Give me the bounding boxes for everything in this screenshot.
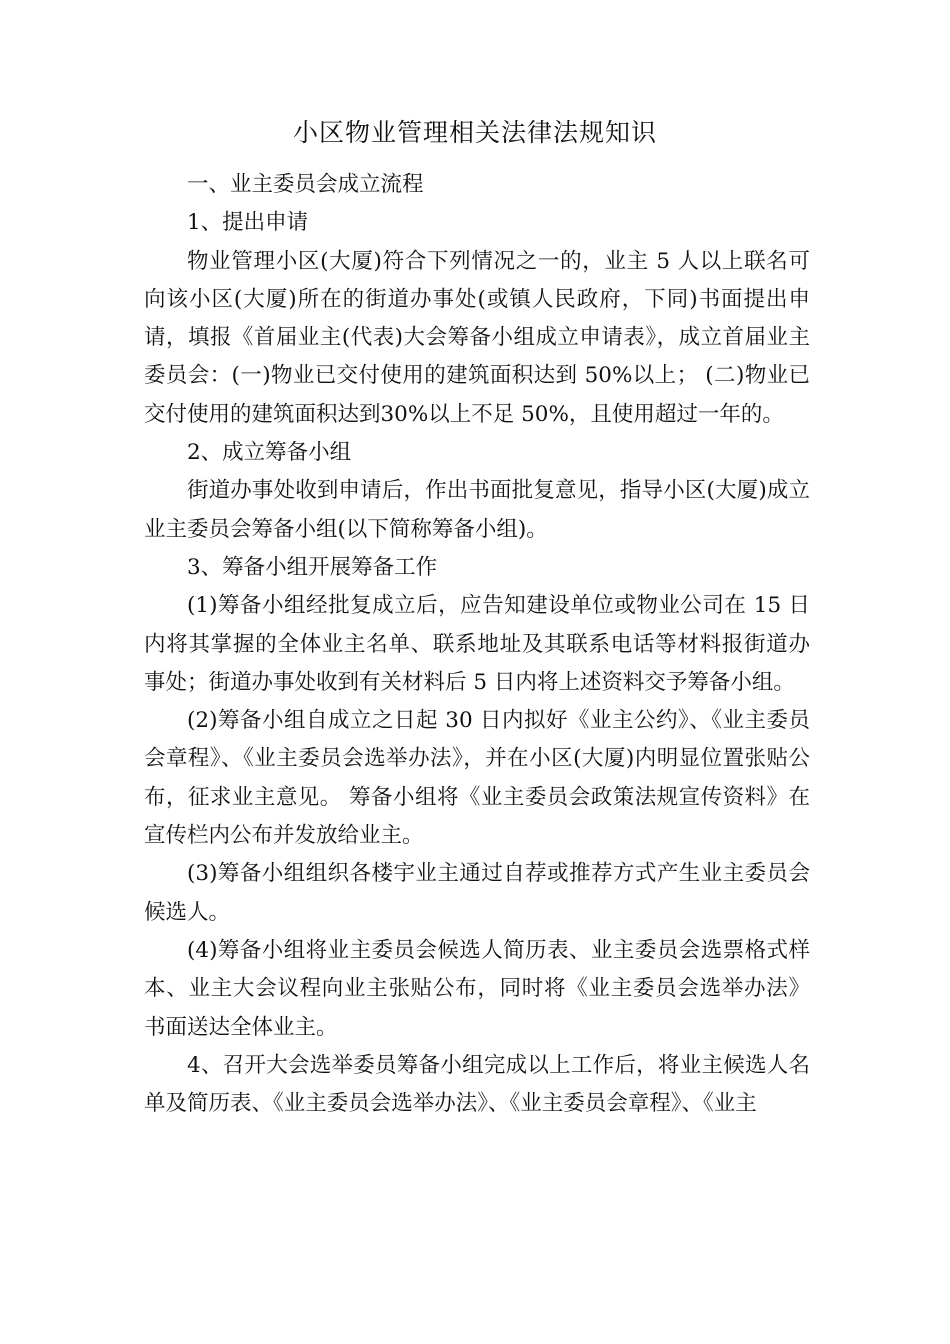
document-title: 小区物业管理相关法律法规知识 — [292, 118, 657, 147]
paragraph-preparatory-group: 街道办事处收到申请后，作出书面批复意见，指导小区(大厦)成立业主委员会筹备小组(以下简称筹备小组)。 — [144, 478, 810, 542]
paragraph-work-item-3: (3)筹备小组组织各楼宇业主通过自荐或推荐方式产生业主委员会候选人。 — [144, 861, 810, 925]
paragraph-work-item-4: (4)筹备小组将业主委员会候选人简历表、业主委员会选票格式样本、业主大会议程向业主张贴公布，同时将《业主委员会选举办法》书面送达全体业主。 — [144, 937, 810, 1040]
paragraph-application-conditions: 物业管理小区(大厦)符合下列情况之一的，业主 5 人以上联名可向该小区(大厦)所在的街道办事处(或镇人民政府，下同)书面提出申请，填报《首届业主(代表)大会筹备小组成立申请表》，成立首届业主委员会：(一)物业已交付使用的建筑面积达到 50%以上； (二)物业已交付使用的建筑面积达到30%以上不足 50%，且使用超过一年的。 — [144, 248, 810, 427]
paragraph-election-meeting: 4、召开大会选举委员筹备小组完成以上工作后，将业主候选人名单及简历表、《业主委员会选举办法》、《业主委员会章程》、《业主 — [144, 1052, 810, 1117]
step-heading-preparatory-group: 2、成立筹备小组 — [187, 440, 352, 466]
paragraph-work-item-1: (1)筹备小组经批复成立后，应告知建设单位或物业公司在 15 日内将其掌握的全体业主名单、联系地址及其联系电话等材料报街道办事处；街道办事处收到有关材料后 5 日内将上述资料交予筹备小组。 — [144, 593, 810, 695]
step-heading-submit-application: 1、提出申请 — [187, 210, 309, 236]
paragraph-work-item-2: (2)筹备小组自成立之日起 30 日内拟好《业主公约》、《业主委员会章程》、《业主委员会选举办法》，并在小区(大厦)内明显位置张贴公布，征求业主意见。 筹备小组将《业主委员会政策法规宣传资料》在宣传栏内公布并发放给业主。 — [144, 708, 810, 849]
step-heading-preparatory-work: 3、筹备小组开展筹备工作 — [187, 554, 438, 580]
document-body — [144, 166, 810, 1123]
section-heading-owners-committee-process: 一、业主委员会成立流程 — [187, 172, 424, 197]
